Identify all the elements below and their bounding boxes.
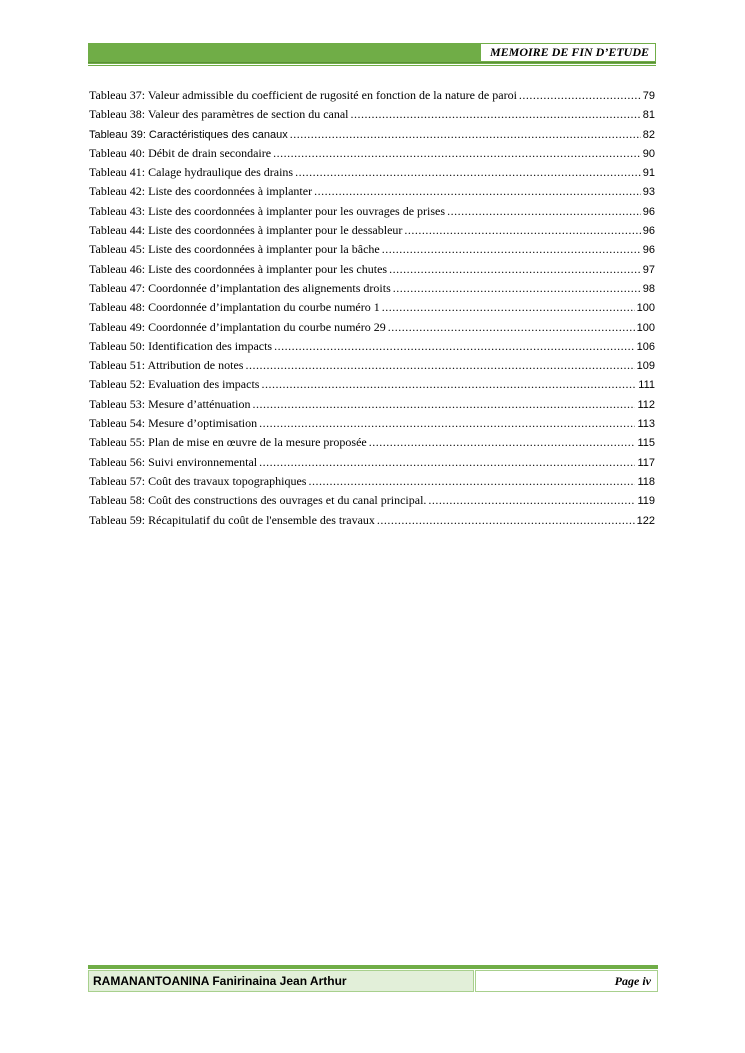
- toc-leader-dots: [252, 397, 635, 412]
- toc-entry-label: Tableau 48: Coordonnée d’implantation du courbe numéro 1: [89, 300, 380, 315]
- toc-leader-dots: [369, 435, 636, 450]
- toc-entry-label: Tableau 41: Calage hydraulique des drains: [89, 165, 294, 180]
- toc-entry-page: 96: [642, 225, 655, 238]
- toc-entry[interactable]: [89, 513, 655, 532]
- toc-entry[interactable]: [89, 339, 655, 358]
- footer-green-line: [88, 965, 658, 969]
- toc-leader-dots: [259, 455, 635, 470]
- toc-entry-page: 93: [642, 186, 655, 199]
- toc-leader-dots: [428, 493, 635, 508]
- toc-entry-page: 118: [637, 475, 655, 488]
- header-underline: [88, 63, 656, 66]
- toc-leader-dots: [274, 339, 635, 354]
- toc-entry-page: 119: [637, 495, 655, 508]
- toc-entry-page: 96: [642, 205, 655, 218]
- toc-entry[interactable]: [89, 455, 655, 474]
- toc-entry[interactable]: [89, 377, 655, 396]
- toc-entry-page: 122: [636, 514, 655, 527]
- toc-leader-dots: [245, 358, 634, 373]
- footer-author: RAMANANTOANINA Fanirinaina Jean Arthur: [88, 970, 474, 992]
- toc-entry-label: Tableau 59: Récapitulatif du coût de l'ensemble des travaux: [89, 512, 375, 527]
- toc-entry[interactable]: [89, 88, 655, 107]
- toc-entry-page: 98: [642, 282, 655, 295]
- toc-entry[interactable]: [89, 320, 655, 339]
- toc-entry-page: 115: [637, 437, 655, 450]
- toc-entry-page: 96: [642, 244, 655, 257]
- toc-leader-dots: [382, 300, 635, 315]
- toc-leader-dots: [259, 416, 635, 431]
- toc-entry-page: 106: [636, 340, 655, 353]
- toc-leader-dots: [314, 184, 641, 199]
- toc-entry[interactable]: [89, 493, 655, 512]
- toc-entry[interactable]: [89, 416, 655, 435]
- toc-entry[interactable]: [89, 107, 655, 126]
- toc-entry-page: 113: [637, 418, 655, 431]
- toc-entry-label: Tableau 44: Liste des coordonnées à implanter pour le dessableur: [89, 223, 403, 238]
- toc-entry-label: Tableau 50: Identification des impacts: [89, 338, 273, 353]
- toc-entry-page: 82: [642, 128, 655, 141]
- toc-entry-page: 117: [637, 456, 655, 469]
- toc-entry-page: 79: [642, 90, 655, 102]
- toc-entry[interactable]: [89, 435, 655, 454]
- toc-entry-page: 111: [638, 379, 655, 392]
- toc-entry[interactable]: [89, 262, 655, 281]
- toc-leader-dots: [388, 320, 635, 335]
- toc-entry-label: Tableau 56: Suivi environnemental: [89, 454, 258, 469]
- toc-entry-label: Tableau 42: Liste des coordonnées à implanter: [89, 184, 313, 199]
- toc-entry-label: Tableau 58: Coût des constructions des ouvrages et du canal principal.: [89, 493, 427, 508]
- toc-leader-dots: [393, 281, 641, 296]
- toc-entry-label: Tableau 49: Coordonnée d’implantation du courbe numéro 29: [89, 319, 386, 334]
- toc-leader-dots: [273, 146, 641, 161]
- toc-entry-label: Tableau 40: Débit de drain secondaire: [89, 145, 272, 160]
- toc-entry-page: 109: [636, 360, 655, 373]
- toc-leader-dots: [382, 242, 641, 257]
- toc-leader-dots: [377, 513, 635, 528]
- toc-entry-page: 100: [636, 302, 655, 315]
- toc-entry[interactable]: [89, 127, 655, 146]
- toc-leader-dots: [261, 377, 636, 392]
- toc-leader-dots: [404, 223, 640, 238]
- toc-entry-label: Tableau 53: Mesure d’atténuation: [89, 396, 251, 411]
- toc-entry[interactable]: [89, 223, 655, 242]
- toc-leader-dots: [351, 107, 641, 122]
- toc-leader-dots: [308, 474, 635, 489]
- toc-entry[interactable]: [89, 165, 655, 184]
- toc-entry[interactable]: [89, 184, 655, 203]
- toc-entry-page: 97: [642, 263, 655, 276]
- toc-entry[interactable]: [89, 358, 655, 377]
- toc-entry-page: 81: [642, 109, 655, 122]
- page-header: [88, 43, 656, 65]
- toc-entry-label: Tableau 46: Liste des coordonnées à implanter pour les chutes: [89, 261, 388, 276]
- footer-page-number: Page iv: [475, 970, 658, 992]
- toc-entry-label: Tableau 55: Plan de mise en œuvre de la mesure proposée: [89, 435, 367, 450]
- toc-entry-page: 90: [642, 147, 655, 160]
- toc-entry-label: Tableau 39: Caractéristiques des canaux: [89, 128, 288, 141]
- list-of-tables: [89, 88, 655, 532]
- page-footer: [88, 965, 658, 992]
- toc-entry-label: Tableau 43: Liste des coordonnées à implanter pour les ouvrages de prises: [89, 203, 446, 218]
- toc-leader-dots: [447, 204, 641, 219]
- toc-entry-label: Tableau 51: Attribution de notes: [89, 358, 244, 373]
- toc-leader-dots: [290, 127, 641, 142]
- toc-entry-page: 112: [637, 398, 655, 411]
- header-title: MEMOIRE DE FIN D’ETUDE: [480, 43, 656, 62]
- toc-leader-dots: [519, 88, 641, 103]
- toc-entry[interactable]: [89, 146, 655, 165]
- toc-entry-label: Tableau 45: Liste des coordonnées à implanter pour la bâche: [89, 242, 380, 257]
- toc-entry[interactable]: [89, 242, 655, 261]
- toc-entry-page: 91: [642, 167, 655, 180]
- toc-entry-page: 100: [636, 321, 655, 334]
- toc-entry[interactable]: [89, 474, 655, 493]
- toc-entry-label: Tableau 47: Coordonnée d’implantation des alignements droits: [89, 280, 391, 295]
- toc-entry[interactable]: [89, 204, 655, 223]
- toc-entry-label: Tableau 38: Valeur des paramètres de section du canal: [89, 107, 349, 122]
- toc-entry-label: Tableau 57: Coût des travaux topographiques: [89, 473, 307, 488]
- toc-leader-dots: [295, 165, 641, 180]
- toc-entry-label: Tableau 54: Mesure d’optimisation: [89, 416, 258, 431]
- toc-entry-label: Tableau 52: Evaluation des impacts: [89, 377, 260, 392]
- toc-entry[interactable]: [89, 300, 655, 319]
- toc-leader-dots: [389, 262, 641, 277]
- toc-entry[interactable]: [89, 281, 655, 300]
- toc-entry-label: Tableau 37: Valeur admissible du coefficient de rugosité en fonction de la nature de paroi: [89, 88, 517, 102]
- toc-entry[interactable]: [89, 397, 655, 416]
